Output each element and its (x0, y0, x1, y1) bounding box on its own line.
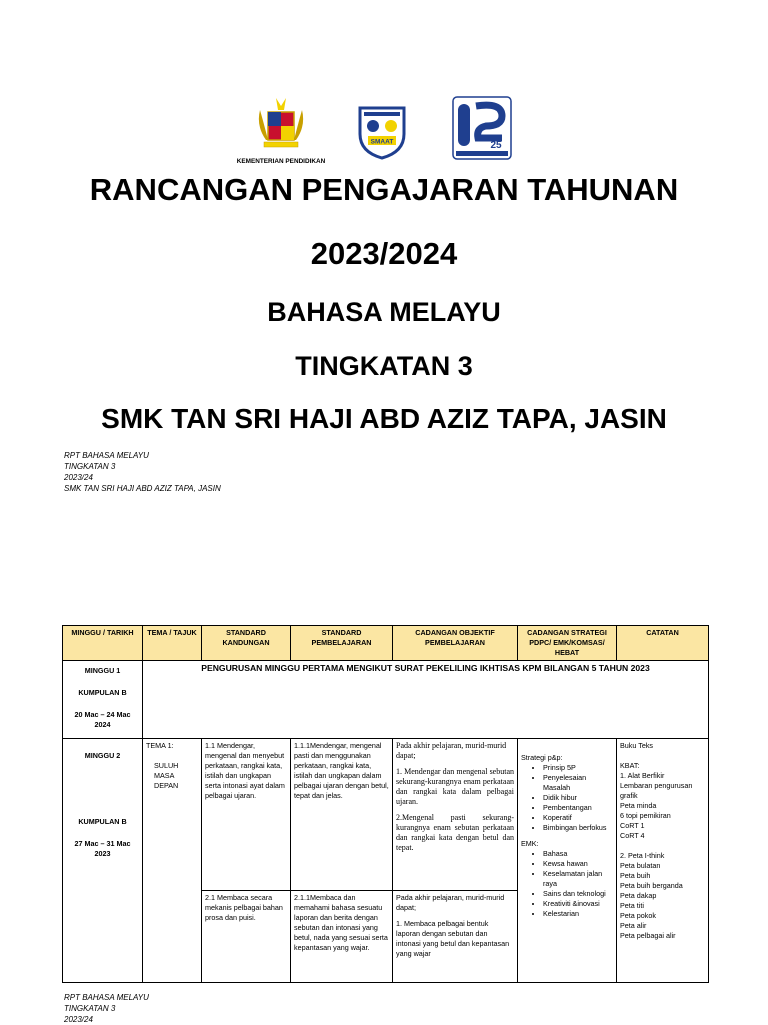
strategy-list (521, 763, 613, 833)
rpt-table (62, 625, 709, 983)
objective-point: 1. Mendengar dan mengenal sebutan sekurang-kurangnya enam perkataan dan rangkai kata dalam pelbagai ujaran. (396, 767, 514, 806)
school-caption: SMAAT (370, 138, 394, 146)
standard-content-cell: 1.1 Mendengar, mengenal dan menyebut perkataan, rangkai kata, istilah dan ungkapan serta intonasi ayat dalam pelbagai ujaran. (202, 739, 291, 891)
column-header: MINGGU / TARIKH (63, 626, 143, 661)
list-item: • Koperatif (543, 813, 613, 823)
header-line: RPT BAHASA MELAYU (64, 993, 149, 1002)
objective-cell (393, 891, 518, 983)
notes-line: Peta dakap (620, 891, 657, 900)
objective-cell (393, 739, 518, 891)
group-label: KUMPULAN B (78, 817, 127, 826)
notes-cell (617, 739, 709, 983)
title-line-2: 2023/2024 (310, 236, 458, 271)
objective-point: 2.Mengenal pasti sekurang-kurangnya enam sebutan perkataan dan rangkai kata dengan betul dan tepat. (396, 813, 514, 852)
column-header: TEMA / TAJUK (143, 626, 202, 661)
week-label: MINGGU 2 (84, 751, 121, 760)
objective-point: 1. Membaca pelbagai bentuk laporan dengan sebutan dan intonasi yang betul dan kepantasan yang wajar (396, 919, 510, 958)
theme-label: TEMA 1: (146, 741, 174, 750)
notes-line: Peta buih berganda (620, 881, 683, 890)
objective-intro: Pada akhir pelajaran, murid-murid dapat; (396, 893, 505, 912)
title-line-3: BAHASA MELAYU (267, 297, 501, 327)
notes-line: Peta titi (620, 901, 644, 910)
list-item: • Keselamatan jalan raya (543, 869, 613, 889)
column-header: STANDARD KANDUNGAN (202, 626, 291, 661)
document-header (64, 450, 221, 494)
coat-of-arms-logo (236, 96, 326, 166)
emk-list (521, 849, 613, 919)
learning-standard-cell: 2.1.1Membaca dan memahami bahasa sesuatu laporan dan berita dengan sebutan dan intonasi yang betul, nada yang sesuai serta kepantasan yang wajar. (291, 891, 393, 983)
week-label: MINGGU 1 (84, 666, 121, 675)
anniversary-logo (452, 96, 512, 160)
list-item: • Kreativiti &inovasi (543, 899, 613, 909)
theme-title: SULUH MASA DEPAN (154, 761, 179, 790)
anniversary-number: 25 (490, 140, 502, 151)
column-header: CADANGAN OBJEKTIF PEMBELAJARAN (393, 626, 518, 661)
notes-line: Peta buih (620, 871, 651, 880)
notes-line: Peta pelbagai alir (620, 931, 676, 940)
date-label: 20 Mac – 24 Mac 2024 (74, 710, 131, 729)
school-crest-logo (356, 102, 408, 160)
theme-cell (143, 739, 202, 983)
table-header-row (63, 626, 709, 661)
learning-standard-cell: 1.1.1Mendengar, mengenal pasti dan menggunakan perkataan, rangkai kata, istilah dan ungkapan dalam pelbagai ujaran dengan betul, tepat dan jelas. (291, 739, 393, 891)
week-cell (63, 661, 143, 739)
notes-line (620, 751, 705, 761)
notes-line (620, 841, 705, 851)
notes-line: Buku Teks (620, 741, 654, 750)
notes-line: Peta pokok (620, 911, 656, 920)
notes-line: 1. Alat Berfikir (620, 771, 665, 780)
logo-strip (0, 94, 768, 166)
date-label: 27 Mac – 31 Mac 2023 (74, 839, 131, 858)
list-item: • Sains dan teknologi (543, 889, 613, 899)
header-line: 2023/24 (64, 1015, 93, 1024)
notes-line: Peta bulatan (620, 861, 661, 870)
header-line: TINGKATAN 3 (64, 462, 116, 471)
list-item: • Didik hibur (543, 793, 613, 803)
list-item: • Kelestarian (543, 909, 613, 919)
notes-line: KBAT: (620, 761, 640, 770)
column-header: STANDARD PEMBELAJARAN (291, 626, 393, 661)
notes-line: CoRT 4 (620, 831, 645, 840)
header-line: 2023/24 (64, 473, 93, 482)
notes-line: Peta minda (620, 801, 657, 810)
notes-line: 2. Peta I-think (620, 851, 665, 860)
list-item: • Prinsip 5P (543, 763, 613, 773)
title-line-5: SMK TAN SRI HAJI ABD AZIZ TAPA, JASIN (101, 403, 667, 434)
column-header: CATATAN (617, 626, 709, 661)
list-item: • Pembentangan (543, 803, 613, 813)
ministry-caption: KEMENTERIAN PENDIDIKAN (236, 158, 326, 165)
standard-content-cell: 2.1 Membaca secara mekanis pelbagai bahan prosa dan puisi. (202, 891, 291, 983)
list-item: • Penyelesaian Masalah (543, 773, 613, 793)
table-row (63, 661, 709, 739)
strategy-cell (518, 739, 617, 983)
header-line: TINGKATAN 3 (64, 1004, 116, 1013)
title-line-4: TINGKATAN 3 (295, 351, 473, 381)
banner-cell: PENGURUSAN MINGGU PERTAMA MENGIKUT SURAT PEKELILING IKHTISAS KPM BILANGAN 5 TAHUN 2023 (143, 661, 709, 739)
header-line: SMK TAN SRI HAJI ABD AZIZ TAPA, JASIN (64, 484, 221, 493)
list-item: • Kewsa hawan (543, 859, 613, 869)
document-header-repeat (64, 992, 149, 1025)
table-row (63, 739, 709, 891)
week-cell (63, 739, 143, 983)
title-line-1: RANCANGAN PENGAJARAN TAHUNAN (89, 172, 679, 207)
list-item: • Bahasa (543, 849, 613, 859)
strategy-title: Strategi p&p: (521, 753, 563, 762)
notes-line: 6 topi pemikiran (620, 811, 671, 820)
column-header: CADANGAN STRATEGI PDPC/ EMK/KOMSAS/ HEBAT (518, 626, 617, 661)
header-line: RPT BAHASA MELAYU (64, 451, 149, 460)
group-label: KUMPULAN B (78, 688, 127, 697)
objective-intro: Pada akhir pelajaran, murid-murid dapat; (396, 741, 507, 760)
notes-line: Peta alir (620, 921, 647, 930)
emk-title: EMK: (521, 839, 539, 848)
notes-line: CoRT 1 (620, 821, 645, 830)
notes-line: Lembaran pengurusan grafik (620, 781, 693, 800)
list-item: • Bimbingan berfokus (543, 823, 613, 833)
